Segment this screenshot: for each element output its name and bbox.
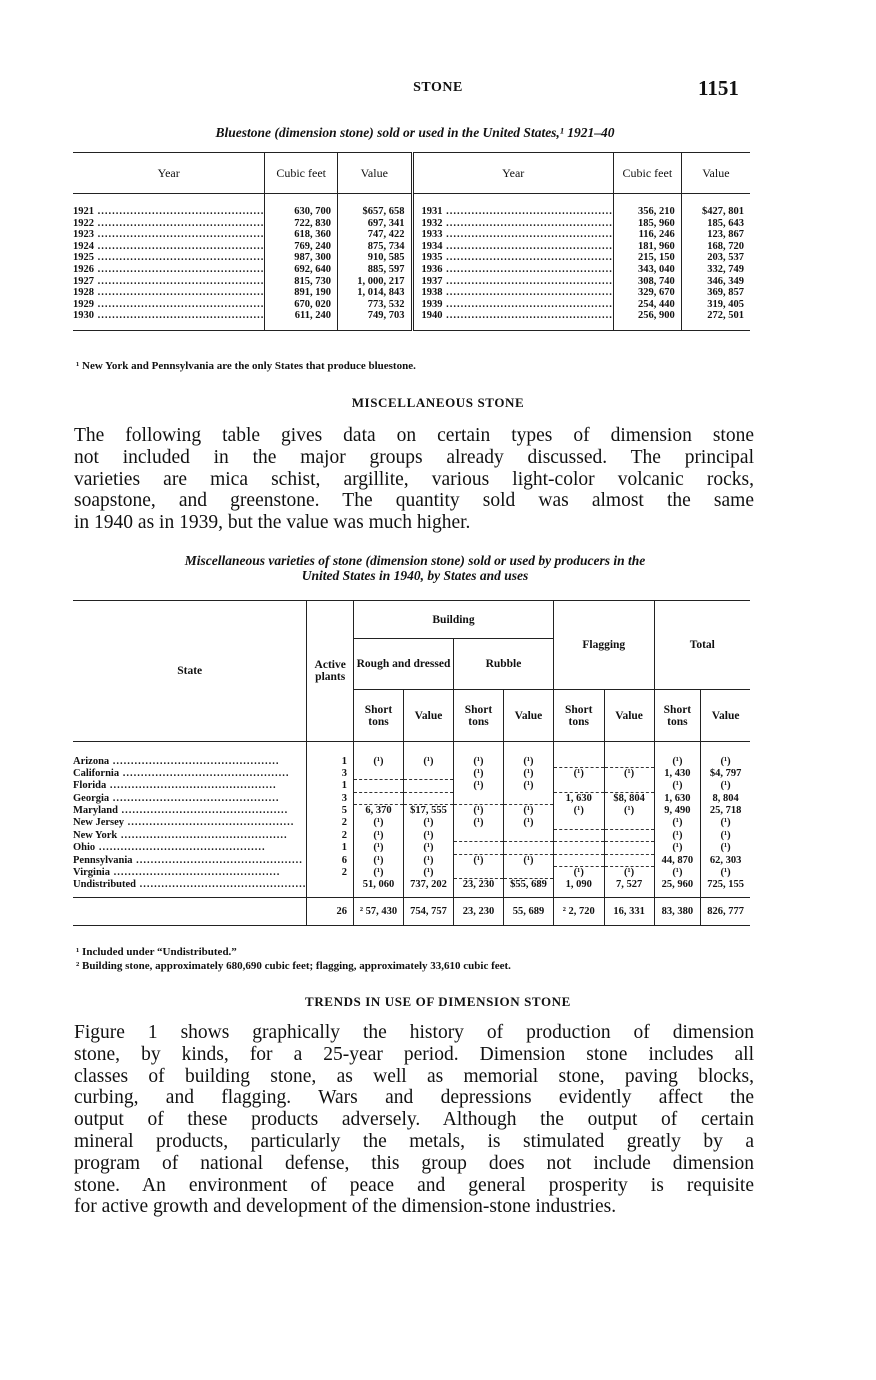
table-cell: (¹) [453,817,503,829]
header-short-tons: Short tons [354,690,404,742]
table-cell: 203, 537 [681,252,750,264]
table-cell: 630, 700 [265,206,338,218]
misc-footnote-1: ¹ Included under “Undistributed.” [76,946,237,958]
dot-leader: .............................................. [94,206,265,217]
table-cell: (¹) [354,842,404,855]
table-cell [453,842,503,855]
table-cell: 25, 960 [654,879,701,891]
table-cell: 185, 643 [681,218,750,230]
table-row [73,792,750,805]
table-cell: $8, 804 [604,792,654,805]
paragraph-line: program of national defense, this group does not include dimension [74,1152,754,1174]
total-cell: 23, 230 [453,897,503,925]
misc-section-heading: MISCELLANEOUS STONE [351,395,525,410]
running-head-title: STONE [413,80,463,95]
dot-leader: .............................................. [442,217,613,229]
table-cell: (¹) [403,817,453,829]
column-header: Year [412,153,613,194]
table-cell [553,756,604,768]
table-cell: (¹) [654,842,701,855]
table-cell: 1, 090 [553,879,604,891]
table-cell: $427, 801 [681,206,750,218]
table-cell: 25, 718 [701,805,750,817]
table-cell [604,842,654,855]
total-cell [73,897,307,925]
table-cell: (¹) [701,867,750,879]
table-cell [553,817,604,829]
table-cell: $4, 797 [701,768,750,780]
table-row [73,829,750,842]
table-cell [403,780,453,793]
header-total: Total [654,601,750,690]
table-cell: 319, 405 [681,299,750,311]
table-header-row [73,153,750,194]
table-cell: 44, 870 [654,854,701,867]
dot-leader: .............................................. [442,298,613,310]
table-row [73,867,750,879]
table-cell: 1933 .............................................. [412,229,613,241]
dot-leader: .............................................. [94,287,265,299]
paragraph-line: mineral products, particularly the metals, is stimulated greatly by a [74,1130,754,1152]
table-cell: Pennsylvania .............................................. [73,854,303,866]
dot-leader: .............................................. [442,252,613,264]
misc-stone-table [73,600,750,926]
dot-leader: .............................................. [94,275,265,287]
table-cell: 815, 730 [265,276,338,288]
table-cell: 256, 900 [613,310,681,322]
table-cell: 2 [307,829,354,842]
table-cell [307,879,354,891]
table-row [73,276,750,288]
table-cell: (¹) [354,829,404,842]
dot-leader: .............................................. [442,287,613,299]
table-row [73,252,750,264]
table-cell: 1, 000, 217 [337,276,412,288]
total-cell: ² 2, 720 [553,897,604,925]
header-value: Value [701,690,750,742]
table-cell: 1925 .............................................. [73,252,265,264]
table-cell: New York .............................................. [73,829,288,841]
table-cell: (¹) [701,780,750,793]
table-cell: 1931 .............................................. [412,206,613,218]
header-building: Building [354,601,554,639]
trends-paragraph [74,1022,754,1218]
table-cell [503,842,553,855]
table-cell: (¹) [654,829,701,842]
table-cell: 3 [307,768,354,780]
table-cell: 1, 014, 843 [337,287,412,299]
paragraph-line: stone, by kinds, for a 25-year period. Dimension stone includes all [74,1043,754,1065]
table-cell [604,817,654,829]
total-row [73,897,750,925]
table-cell: (¹) [553,867,604,879]
table-cell: 769, 240 [265,241,338,253]
table-cell: 1922 .............................................. [73,217,265,229]
table-row [73,854,750,867]
table-cell: 3 [307,792,354,805]
dot-leader: .............................................. [94,263,265,275]
table-cell: 1923 .............................................. [73,229,265,241]
table-row [73,817,750,829]
table-cell: $657, 658 [337,206,412,218]
table-cell [503,867,553,879]
table-cell: (¹) [701,756,750,768]
table-row [73,310,750,322]
table-cell: 6 [307,854,354,867]
table-cell: $17, 555 [403,805,453,817]
bluestone-table [73,152,750,331]
table-cell: 875, 734 [337,241,412,253]
paragraph-line: Figure 1 shows graphically the history of production of dimension [74,1022,754,1043]
column-header: Value [681,153,750,194]
table-cell [553,829,604,842]
header-value: Value [503,690,553,742]
table-cell: (¹) [354,817,404,829]
dot-leader: .............................................. [442,275,613,287]
dot-leader: .............................................. [119,767,290,779]
table-cell: Florida .............................................. [73,780,277,792]
table-cell: (¹) [354,854,404,867]
table-cell: (¹) [604,805,654,817]
paragraph-line: curbing, and flagging. Wars and depressions evidently affect the [74,1087,754,1109]
paragraph-line: output of these products adversely. Although the output of certain [74,1109,754,1131]
table-cell: California .............................................. [73,767,290,779]
table-cell: (¹) [354,756,404,768]
dot-leader: .............................................. [109,867,281,879]
table-cell: (¹) [701,829,750,842]
dot-leader: .............................................. [94,217,265,229]
table-cell: 185, 960 [613,218,681,230]
table-cell: 697, 341 [337,218,412,230]
header-value: Value [403,690,453,742]
dot-leader: .............................................. [95,842,266,854]
table-row [73,287,750,299]
table-cell [354,780,404,793]
table-cell: 1932 .............................................. [412,218,613,230]
trends-section-heading: TRENDS IN USE OF DIMENSION STONE [305,994,571,1009]
total-cell: 83, 380 [654,897,701,925]
table-cell: (¹) [654,780,701,793]
table-row [73,241,750,253]
table-cell: 1938 .............................................. [412,287,613,299]
dot-leader: .............................................. [94,240,265,252]
table-cell: 2 [307,867,354,879]
dot-leader: .............................................. [109,792,280,804]
table-cell: (¹) [403,829,453,842]
table-cell [403,768,453,780]
dot-leader: .............................................. [117,805,289,817]
table-cell: (¹) [453,805,503,817]
table-cell: 62, 303 [701,854,750,867]
dot-leader: .............................................. [94,229,265,241]
table-row [73,299,750,311]
table-cell: 8, 804 [701,792,750,805]
table-cell: 749, 703 [337,310,412,322]
bluestone-table-caption: Bluestone (dimension stone) sold or used in the United States,¹ 1921–40 [215,125,615,140]
total-cell: 26 [307,897,354,925]
total-cell: 826, 777 [701,897,750,925]
header-short-tons: Short tons [654,690,701,742]
dot-leader: .............................................. [442,206,613,217]
dot-leader: .............................................. [442,229,613,241]
table-cell: (¹) [503,854,553,867]
table-row [73,229,750,241]
misc-table-caption [70,553,760,583]
table-cell: 891, 190 [265,287,338,299]
table-cell: (¹) [403,867,453,879]
dot-leader: .............................................. [117,829,288,841]
table-cell: (¹) [503,780,553,793]
paragraph-line: not included in the major groups already discussed. The principal [74,446,754,468]
table-cell: 1937 .............................................. [412,276,613,288]
table-cell [604,756,654,768]
table-cell: 1936 .............................................. [412,264,613,276]
table-cell: 1939 .............................................. [412,299,613,311]
table-cell: 910, 585 [337,252,412,264]
table-cell: Georgia .............................................. [73,792,280,804]
table-cell: (¹) [701,842,750,855]
column-header: Value [337,153,412,194]
table-row [73,206,750,218]
table-cell: (¹) [403,854,453,867]
paragraph-line: soapstone, and greenstone. The quantity sold was almost the same [74,490,754,512]
table-cell [503,792,553,805]
table-cell: 23, 230 [453,879,503,891]
table-row [73,218,750,230]
table-cell: (¹) [553,768,604,780]
table-cell: New Jersey .............................................. [73,817,295,829]
table-row [73,264,750,276]
paragraph-line: stone. An environment of peace and general prosperity is requisite [74,1174,754,1196]
table-cell: 618, 360 [265,229,338,241]
table-cell: 369, 857 [681,287,750,299]
table-cell: (¹) [503,817,553,829]
table-cell: 1, 430 [654,768,701,780]
total-cell: ² 57, 430 [354,897,404,925]
table-cell: 1 [307,756,354,768]
total-cell: 55, 689 [503,897,553,925]
table-cell [403,792,453,805]
table-cell [453,829,503,842]
table-cell: 308, 740 [613,276,681,288]
table-cell: 5 [307,805,354,817]
table-cell: 272, 501 [681,310,750,322]
table-cell: 7, 527 [604,879,654,891]
table-cell: (¹) [503,805,553,817]
table-cell: 1 [307,780,354,793]
table-cell: 1927 .............................................. [73,275,265,287]
total-cell: 16, 331 [604,897,654,925]
column-header: Year [73,153,265,194]
table-cell [453,867,503,879]
dot-leader: .............................................. [442,240,613,252]
table-cell: (¹) [453,756,503,768]
table-row [73,805,750,817]
table-cell: (¹) [553,805,604,817]
table-cell: (¹) [503,768,553,780]
table-cell: 51, 060 [354,879,404,891]
table-cell: (¹) [604,768,654,780]
caption-line: United States in 1940, by States and uses [301,568,529,583]
dot-leader: .............................................. [94,298,265,310]
table-cell [553,842,604,855]
header-active-plants: Active plants [307,601,354,742]
table-cell: (¹) [654,867,701,879]
table-cell: 116, 246 [613,229,681,241]
table-cell: 885, 597 [337,264,412,276]
table-cell: 1, 630 [553,792,604,805]
dot-leader: .............................................. [442,263,613,275]
table-cell: 722, 830 [265,218,338,230]
table-cell: (¹) [403,756,453,768]
paragraph-line: The following table gives data on certain types of dimension stone [74,425,754,446]
table-cell: (¹) [453,854,503,867]
table-cell: 987, 300 [265,252,338,264]
table-cell: 1930 .............................................. [73,310,265,322]
table-cell: Maryland .............................................. [73,805,289,817]
table-cell: (¹) [654,817,701,829]
table-cell: 1, 630 [654,792,701,805]
dot-leader: .............................................. [124,817,295,829]
paragraph-line: for active growth and development of the dimension-stone industries. [74,1196,617,1218]
table-cell: 1926 .............................................. [73,263,265,275]
table-cell [503,829,553,842]
table-cell: (¹) [453,780,503,793]
table-cell [604,854,654,867]
table-cell: 215, 150 [613,252,681,264]
table-cell: 773, 532 [337,299,412,311]
dot-leader: .............................................. [94,310,265,322]
table-cell: Virginia .............................................. [73,867,281,879]
caption-line: Miscellaneous varieties of stone (dimension stone) sold or used by producers in the [184,553,646,568]
table-cell: 1921 .............................................. [73,206,265,217]
table-cell: 1924 .............................................. [73,240,265,252]
table-cell: 1934 .............................................. [412,241,613,253]
page-number: 1151 [698,76,739,100]
table-cell: Arizona .............................................. [73,755,280,767]
bluestone-footnote: ¹ New York and Pennsylvania are the only States that produce bluestone. [76,360,416,372]
table-cell: 123, 867 [681,229,750,241]
table-cell [453,792,503,805]
table-row [73,879,750,891]
table-cell [354,792,404,805]
table-cell: 9, 490 [654,805,701,817]
table-cell: 168, 720 [681,241,750,253]
table-row [73,756,750,768]
table-cell: 2 [307,817,354,829]
dot-leader: .............................................. [94,252,265,264]
misc-footnote-2: ² Building stone, approximately 680,690 cubic feet; flagging, approximately 33,610 cubic feet. [76,960,511,972]
dot-leader: .............................................. [442,310,613,322]
paragraph-line: in 1940 as in 1939, but the value was much higher. [74,512,471,534]
table-cell [604,829,654,842]
table-cell: 670, 020 [265,299,338,311]
table-cell: 181, 960 [613,241,681,253]
paragraph-line: varieties are mica schist, argillite, various light-color volcanic rocks, [74,468,754,490]
header-state: State [73,601,307,742]
table-cell: 737, 202 [403,879,453,891]
table-cell: 747, 422 [337,229,412,241]
header-value: Value [604,690,654,742]
misc-paragraph [74,425,754,534]
header-rough-dressed: Rough and dressed [354,639,454,690]
table-cell: (¹) [403,842,453,855]
header-flagging: Flagging [553,601,654,690]
column-header: Cubic feet [613,153,681,194]
column-header: Cubic feet [265,153,338,194]
table-cell: (¹) [604,867,654,879]
table-cell [553,780,604,793]
table-cell: 254, 440 [613,299,681,311]
table-cell: 6, 370 [354,805,404,817]
header-short-tons: Short tons [453,690,503,742]
table-cell: $55, 689 [503,879,553,891]
table-cell: 332, 749 [681,264,750,276]
table-cell: 692, 640 [265,264,338,276]
paragraph-line: classes of building stone, as well as memorial stone, paving blocks, [74,1065,754,1087]
table-cell: 725, 155 [701,879,750,891]
table-cell: (¹) [701,817,750,829]
table-cell: 1940 .............................................. [412,310,613,322]
table-cell: (¹) [453,768,503,780]
header-short-tons: Short tons [553,690,604,742]
header-rubble: Rubble [453,639,553,690]
table-cell: 1935 .............................................. [412,252,613,264]
table-cell: 1 [307,842,354,855]
table-cell: (¹) [354,867,404,879]
table-cell: (¹) [654,756,701,768]
table-cell: 356, 210 [613,206,681,218]
table-cell: Ohio .............................................. [73,842,266,854]
table-cell: Undistributed .............................................. [73,879,307,891]
dot-leader: .............................................. [109,755,280,767]
total-cell: 754, 757 [403,897,453,925]
table-cell: (¹) [503,756,553,768]
table-cell: 343, 040 [613,264,681,276]
table-row [73,780,750,793]
table-row [73,768,750,780]
dot-leader: .............................................. [132,854,303,866]
dot-leader: .............................................. [106,780,277,792]
table-cell: 1929 .............................................. [73,298,265,310]
table-cell [354,768,404,780]
table-cell [553,854,604,867]
table-cell: 611, 240 [265,310,338,322]
table-cell: 1928 .............................................. [73,287,265,299]
table-cell: 329, 670 [613,287,681,299]
table-cell [604,780,654,793]
dot-leader: .............................................. [136,879,307,891]
table-row [73,842,750,855]
table-cell: 346, 349 [681,276,750,288]
